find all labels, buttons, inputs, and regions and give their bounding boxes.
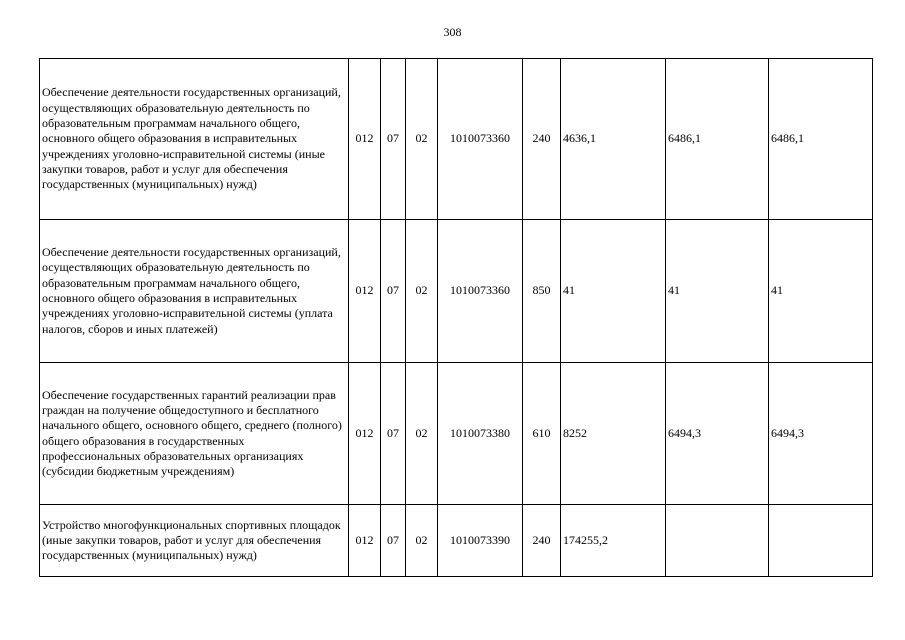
target-article-code: 1010073390 — [438, 505, 523, 577]
budget-table — [39, 58, 873, 577]
target-article-code: 1010073380 — [438, 363, 523, 505]
expense-type-code: 240 — [523, 59, 561, 220]
table-row — [40, 59, 873, 220]
page-number: 308 — [443, 25, 462, 39]
target-article-code: 1010073360 — [438, 59, 523, 220]
amount-3: 6494,3 — [769, 363, 873, 505]
expense-type-code: 240 — [523, 505, 561, 577]
target-article-code: 1010073360 — [438, 220, 523, 363]
amount-2: 6486,1 — [666, 59, 769, 220]
subsection-code: 02 — [406, 220, 438, 363]
amount-1: 8252 — [561, 363, 666, 505]
ministry-code: 012 — [349, 363, 381, 505]
subsection-code: 02 — [406, 363, 438, 505]
amount-3 — [769, 505, 873, 577]
amount-2: 41 — [666, 220, 769, 363]
amount-2 — [666, 505, 769, 577]
row-description: Обеспечение государственных гарантий реализации прав граждан на получение общедоступного и бесплатного начального общего, основного общего, среднего (полного) общего образования в государственных профессиональных образовательных организациях (субсидии бюджетным учреждениям) — [40, 363, 349, 505]
row-description: Устройство многофункциональных спортивных площадок (иные закупки товаров, работ и услуг для обеспечения государственных (муниципальных) нужд) — [40, 505, 349, 577]
subsection-code: 02 — [406, 505, 438, 577]
table-row — [40, 363, 873, 505]
ministry-code: 012 — [349, 59, 381, 220]
expense-type-code: 610 — [523, 363, 561, 505]
amount-1: 41 — [561, 220, 666, 363]
subsection-code: 02 — [406, 59, 438, 220]
table-row — [40, 505, 873, 577]
amount-1: 174255,2 — [561, 505, 666, 577]
row-description: Обеспечение деятельности государственных организаций, осуществляющих образовательную деятельность по образовательным программам начального общего, основного общего образования в исправительных учреждениях уголовно-исправительной системы (уплата налогов, сборов и иных платежей) — [40, 220, 349, 363]
amount-3: 6486,1 — [769, 59, 873, 220]
ministry-code: 012 — [349, 220, 381, 363]
amount-2: 6494,3 — [666, 363, 769, 505]
section-code: 07 — [381, 59, 406, 220]
section-code: 07 — [381, 220, 406, 363]
section-code: 07 — [381, 505, 406, 577]
ministry-code: 012 — [349, 505, 381, 577]
amount-3: 41 — [769, 220, 873, 363]
table-row — [40, 220, 873, 363]
section-code: 07 — [381, 363, 406, 505]
row-description: Обеспечение деятельности государственных организаций, осуществляющих образовательную деятельность по образовательным программам начального общего, основного общего образования в исправительных учреждениях уголовно-исправительной системы (иные закупки товаров, работ и услуг для обеспечения государственных (муниципальных) нужд) — [40, 59, 349, 220]
amount-1: 4636,1 — [561, 59, 666, 220]
expense-type-code: 850 — [523, 220, 561, 363]
